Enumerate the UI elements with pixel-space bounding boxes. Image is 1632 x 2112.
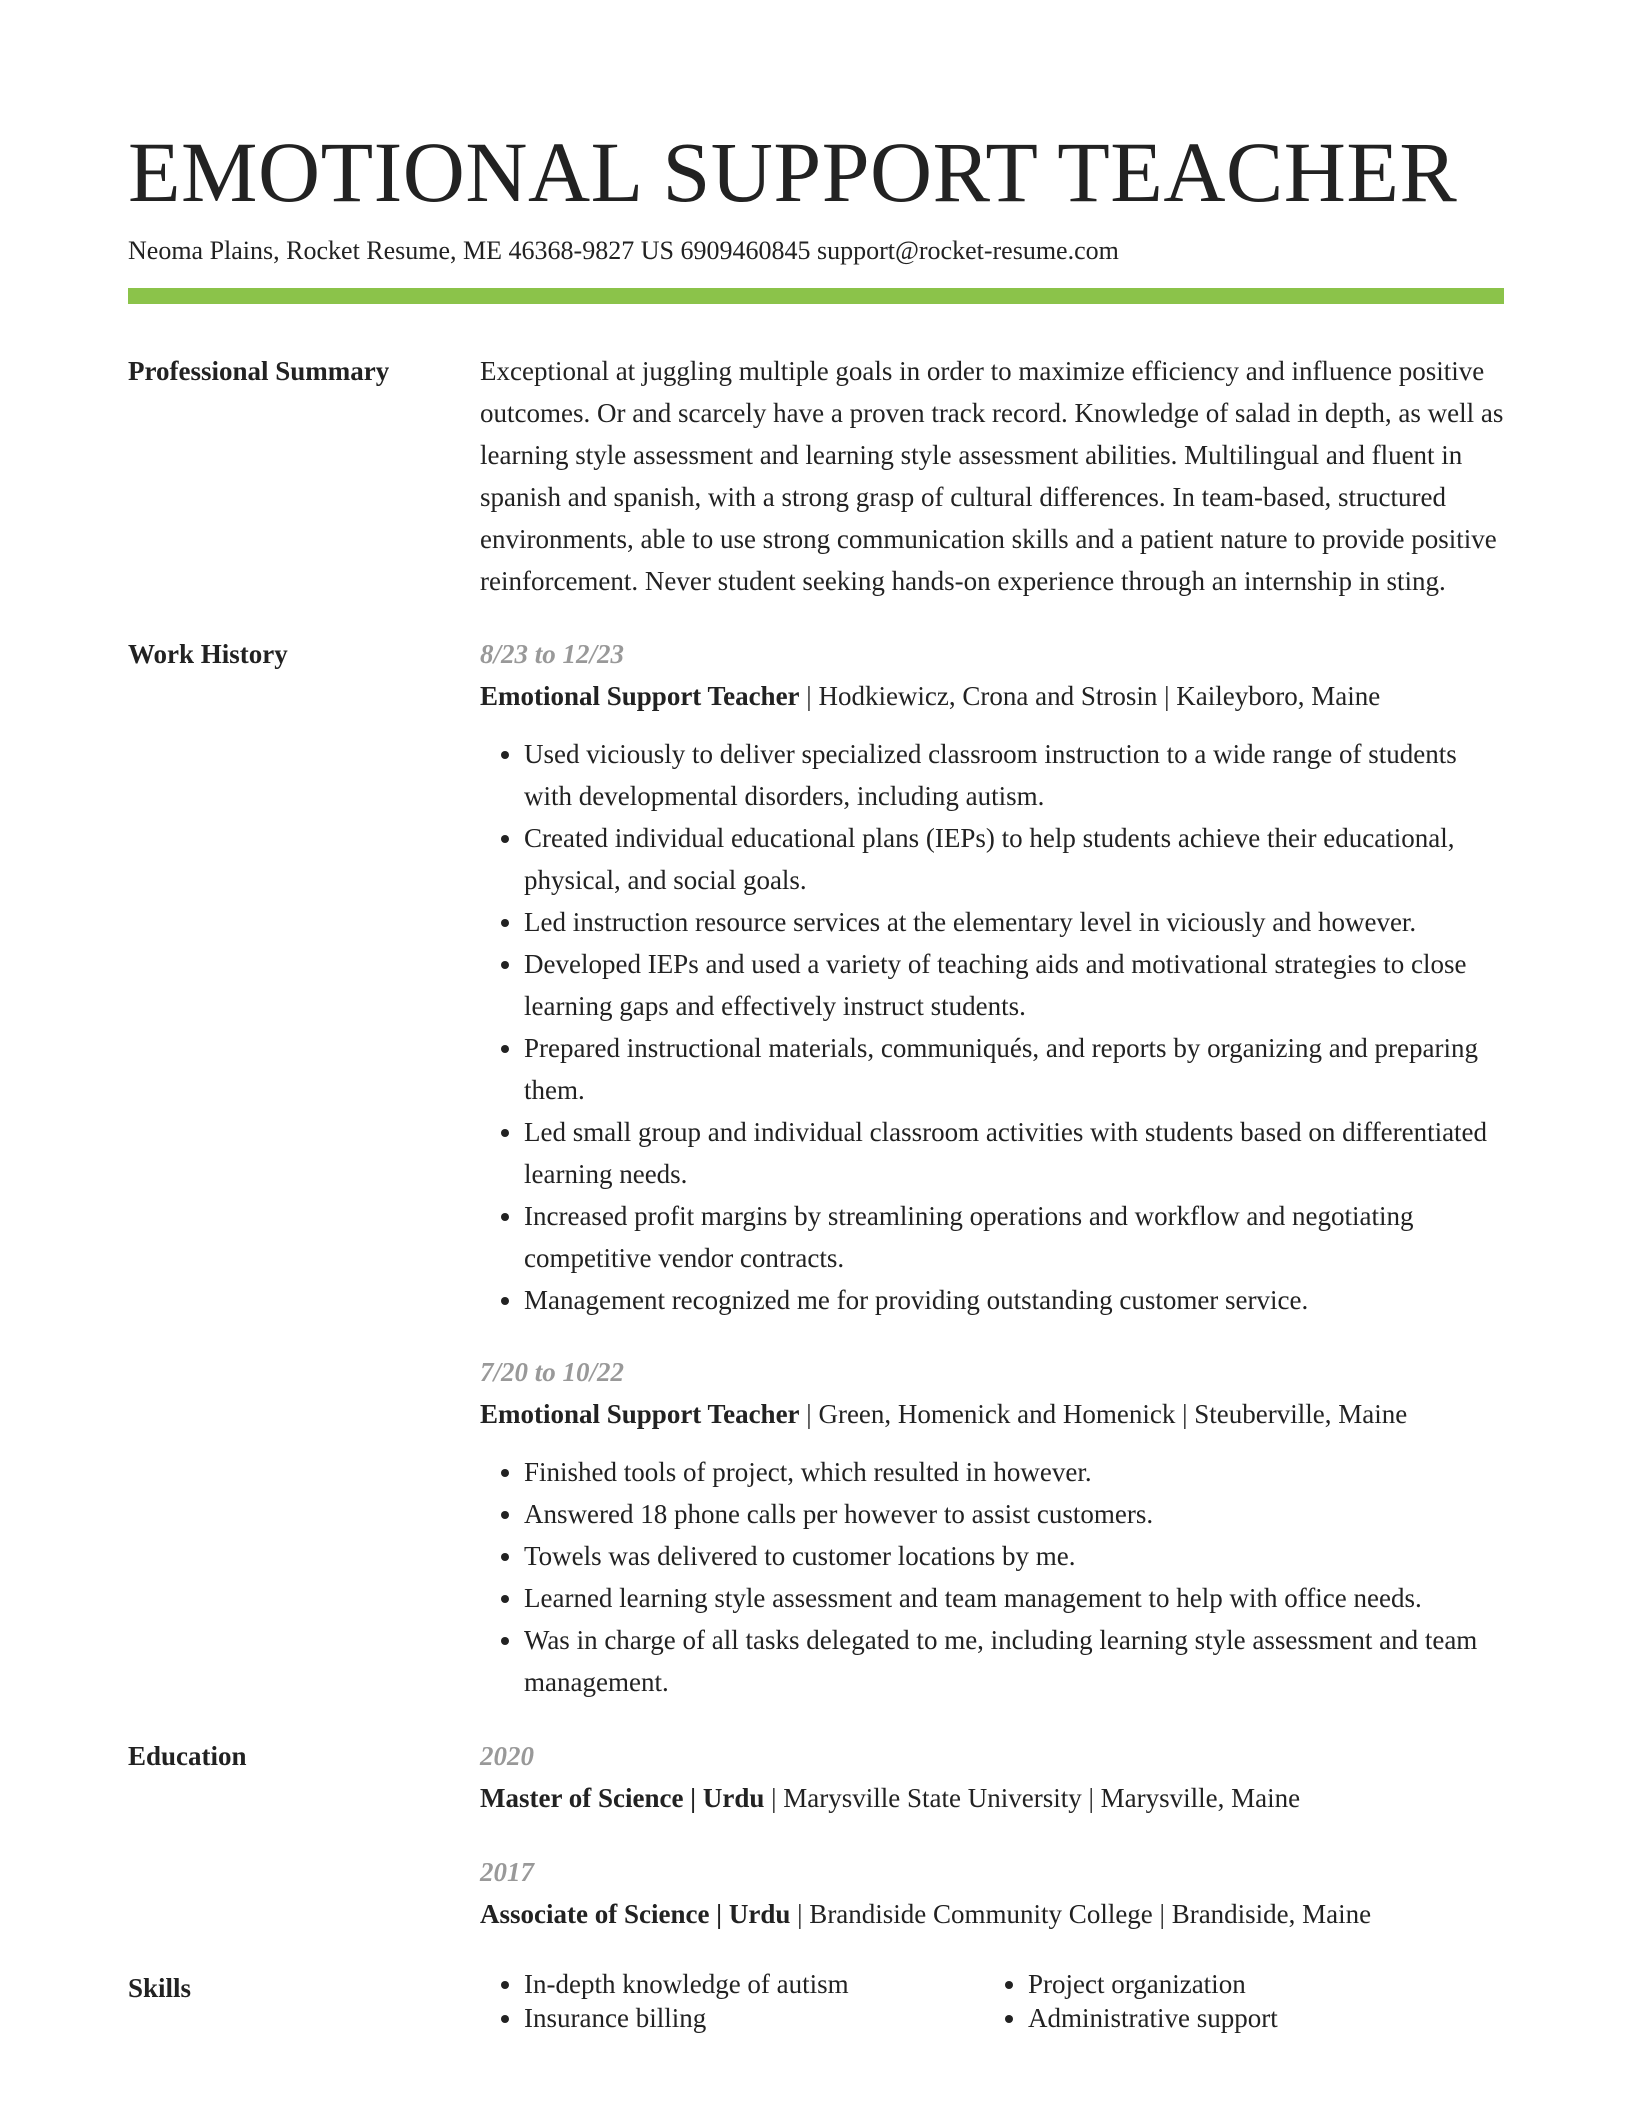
summary-section — [128, 350, 1504, 602]
list-item: • Increased profit margins by streamlining operations and workflow and negotiating competitive vendor contracts. — [524, 1195, 1504, 1279]
skills-columns — [480, 1967, 1504, 2035]
skill-item: • Insurance billing — [524, 2001, 984, 2035]
job-employer: | Hodkiewicz, Crona and Strosin | Kaileyboro, Maine — [799, 681, 1381, 711]
degree-name: Associate of Science | Urdu — [480, 1899, 791, 1929]
resume-name: EMOTIONAL SUPPORT TEACHER — [128, 124, 1458, 220]
list-item: • Towels was delivered to customer locations by me. — [524, 1535, 1504, 1577]
education-entry — [480, 1735, 1504, 1819]
skills-section — [128, 1967, 1504, 2035]
job-dates: 7/20 to 10/22 — [480, 1357, 625, 1387]
education-year: 2017 — [480, 1857, 534, 1887]
list-item: • Developed IEPs and used a variety of teaching aids and motivational strategies to close learning gaps and effectively instruct students. — [524, 943, 1504, 1027]
education-details-line — [480, 1893, 1504, 1935]
job-employer: | Green, Homenick and Homenick | Steuberville, Maine — [799, 1399, 1408, 1429]
skills-list-left — [480, 1967, 984, 2035]
skills-list-right — [984, 1967, 1488, 2035]
work-history-heading: Work History — [128, 639, 288, 669]
job-dates: 8/23 to 12/23 — [480, 639, 625, 669]
job-role — [480, 1393, 1504, 1435]
list-item: • Led small group and individual classroom activities with students based on differentiated learning needs. — [524, 1111, 1504, 1195]
list-item: • Finished tools of project, which resulted in however. — [524, 1451, 1504, 1493]
list-item: • Led instruction resource services at the elementary level in viciously and however. — [524, 901, 1504, 943]
skills-heading: Skills — [128, 1973, 192, 2003]
job-role — [480, 675, 1504, 717]
list-item: • Prepared instructional materials, communiqués, and reports by organizing and preparing them. — [524, 1027, 1504, 1111]
list-item: • Management recognized me for providing outstanding customer service. — [524, 1279, 1504, 1321]
education-details-line — [480, 1777, 1504, 1819]
skill-item: • In-depth knowledge of autism — [524, 1967, 984, 2001]
list-item: • Was in charge of all tasks delegated to me, including learning style assessment and team management. — [524, 1619, 1504, 1703]
job-title: Emotional Support Teacher — [480, 681, 800, 711]
job-entry — [480, 1351, 1504, 1703]
resume-page — [128, 0, 1504, 2035]
school-name: | Marysville State University | Marysville, Maine — [764, 1783, 1301, 1813]
job-bullets — [480, 1451, 1504, 1703]
education-year: 2020 — [480, 1741, 534, 1771]
work-history-section — [128, 633, 1504, 1703]
school-name: | Brandiside Community College | Brandiside, Maine — [790, 1899, 1372, 1929]
degree-name: Master of Science | Urdu — [480, 1783, 765, 1813]
list-item: • Created individual educational plans (IEPs) to help students achieve their educational, physical, and social goals. — [524, 817, 1504, 901]
list-item: • Answered 18 phone calls per however to assist customers. — [524, 1493, 1504, 1535]
summary-text: Exceptional at juggling multiple goals in order to maximize efficiency and influence positive outcomes. Or and scarcely have a proven track record. Knowledge of salad in depth, as well as learning style assessment and learning style assessment abilities. Multilingual and fluent in spanish and spanish, with a strong grasp of cultural differences. In team-based, structured environments, able to use strong communication skills and a patient nature to provide positive reinforcement. Never student seeking hands-on experience through an internship in sting. — [480, 356, 1504, 596]
list-item: • Learned learning style assessment and team management to help with office needs. — [524, 1577, 1504, 1619]
header-divider — [128, 288, 1504, 304]
skill-item: • Administrative support — [1028, 2001, 1488, 2035]
job-title: Emotional Support Teacher — [480, 1399, 800, 1429]
job-bullets — [480, 733, 1504, 1321]
education-section — [128, 1735, 1504, 1935]
education-entry — [480, 1851, 1504, 1935]
list-item: • Used viciously to deliver specialized classroom instruction to a wide range of students with developmental disorders, including autism. — [524, 733, 1504, 817]
summary-heading: Professional Summary — [128, 356, 390, 386]
contact-info: Neoma Plains, Rocket Resume, ME 46368-9827 US 6909460845 support@rocket-resume.com — [128, 236, 1119, 265]
education-heading: Education — [128, 1741, 247, 1771]
skill-item: • Project organization — [1028, 1967, 1488, 2001]
job-entry — [480, 633, 1504, 1321]
